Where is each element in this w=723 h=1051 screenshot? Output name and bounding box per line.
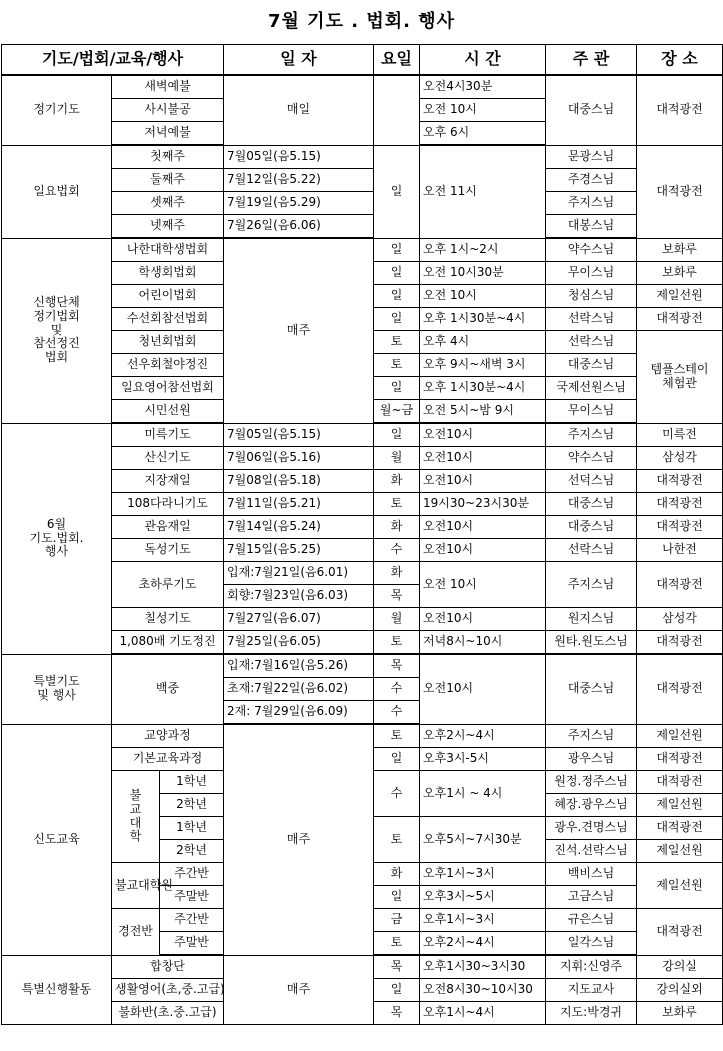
host-cell: 주지스님 bbox=[546, 192, 637, 215]
category-cell: 신도교육 bbox=[2, 724, 112, 955]
date-cell: 7월05일(음5.15) bbox=[224, 145, 374, 169]
event-name: 나한대학생법회 bbox=[112, 238, 224, 262]
host-cell: 대중스님 bbox=[546, 516, 637, 539]
day-cell: 월~금 bbox=[374, 400, 420, 424]
event-name: 새벽예불 bbox=[112, 75, 224, 99]
date-cell: 7월06일(음5.16) bbox=[224, 447, 374, 470]
host-cell: 주지스님 bbox=[546, 423, 637, 447]
time-cell: 저녁8시~10시 bbox=[420, 631, 546, 655]
time-cell: 오후1시~4시 bbox=[420, 1002, 546, 1025]
host-cell: 선덕스님 bbox=[546, 470, 637, 493]
host-cell: 고금스님 bbox=[546, 886, 637, 909]
event-name: 독성기도 bbox=[112, 539, 224, 562]
day-cell: 금 bbox=[374, 909, 420, 932]
category-line: 법회 bbox=[44, 350, 69, 365]
event-name: 첫째주 bbox=[112, 145, 224, 169]
page-title: 7월 기도 . 법회. 행사 bbox=[268, 11, 455, 32]
host-cell: 대봉스님 bbox=[546, 215, 637, 239]
day-cell: 일 bbox=[374, 145, 420, 238]
grad-school-label: 불교대학원 bbox=[112, 863, 160, 909]
place-cell: 대적광전 bbox=[637, 654, 723, 724]
univ-char: 학 bbox=[129, 829, 142, 844]
time-cell: 오후2시~4시 bbox=[420, 724, 546, 748]
place-cell: 삼성각 bbox=[637, 608, 723, 631]
event-name: 불화반(초.중.고급) bbox=[112, 1002, 224, 1025]
host-cell: 지휘:신영주 bbox=[546, 955, 637, 979]
univ-char: 교 bbox=[129, 801, 142, 816]
place-cell: 대적광전 bbox=[637, 145, 723, 238]
time-cell: 오전 10시 bbox=[420, 99, 546, 122]
time-cell: 오후3시~5시 bbox=[420, 886, 546, 909]
category-cell bbox=[2, 423, 112, 654]
date-cell: 7월25일(음6.05) bbox=[224, 631, 374, 655]
time-cell: 오전10시 bbox=[420, 654, 546, 724]
day-cell bbox=[374, 75, 420, 145]
table-row bbox=[2, 724, 723, 748]
host-cell: 일각스님 bbox=[546, 932, 637, 956]
event-name: 일요영어참선법회 bbox=[112, 377, 224, 400]
host-cell: 선락스님 bbox=[546, 331, 637, 354]
category-cell: 일요법회 bbox=[2, 145, 112, 238]
date-cell: 7월19일(음5.29) bbox=[224, 192, 374, 215]
univ-char: 대 bbox=[129, 815, 142, 830]
place-cell: 대적광전 bbox=[637, 75, 723, 145]
place-cell: 나한전 bbox=[637, 539, 723, 562]
host-cell: 광우.견명스님 bbox=[546, 817, 637, 840]
host-cell: 주지스님 bbox=[546, 724, 637, 748]
day-cell: 일 bbox=[374, 238, 420, 262]
host-cell: 문광스님 bbox=[546, 145, 637, 169]
header-row bbox=[2, 45, 723, 76]
header-host: 주 관 bbox=[546, 45, 637, 76]
time-cell: 오전8시30~10시30 bbox=[420, 979, 546, 1002]
place-line: 체험관 bbox=[662, 375, 697, 390]
category-line: 기도.법회. bbox=[29, 530, 84, 545]
category-line: 특별기도 bbox=[33, 674, 80, 689]
grade-cell: 2학년 bbox=[160, 794, 224, 817]
event-name: 칠성기도 bbox=[112, 608, 224, 631]
host-cell: 대중스님 bbox=[546, 493, 637, 516]
host-cell: 백비스님 bbox=[546, 863, 637, 886]
place-cell: 강의실 bbox=[637, 955, 723, 979]
place-cell: 대적광전 bbox=[637, 493, 723, 516]
day-cell: 수 bbox=[374, 701, 420, 725]
date-cell: 입재:7월16일(음5.26) bbox=[224, 654, 374, 678]
class-cell: 주간반 bbox=[160, 909, 224, 932]
day-cell: 일 bbox=[374, 285, 420, 308]
host-cell: 광우스님 bbox=[546, 748, 637, 771]
day-cell: 목 bbox=[374, 1002, 420, 1025]
class-cell: 주말반 bbox=[160, 886, 224, 909]
date-cell: 매일 bbox=[224, 75, 374, 145]
header-day: 요일 bbox=[374, 45, 420, 76]
event-name: 선우회철야정진 bbox=[112, 354, 224, 377]
time-cell: 오전10시 bbox=[420, 470, 546, 493]
day-cell: 토 bbox=[374, 631, 420, 655]
event-name: 1,080배 기도정진 bbox=[112, 631, 224, 655]
day-cell: 수 bbox=[374, 539, 420, 562]
time-cell: 오전10시 bbox=[420, 516, 546, 539]
host-cell: 혜장.광우스님 bbox=[546, 794, 637, 817]
host-cell: 대중스님 bbox=[546, 354, 637, 377]
host-cell: 진석.선락스님 bbox=[546, 840, 637, 863]
time-cell: 오후2시~4시 bbox=[420, 932, 546, 956]
time-cell: 오후5시~7시30분 bbox=[420, 817, 546, 863]
event-name: 108다라니기도 bbox=[112, 493, 224, 516]
event-name: 수선회참선법회 bbox=[112, 308, 224, 331]
place-cell: 대적광전 bbox=[637, 748, 723, 771]
host-cell: 지도:박경귀 bbox=[546, 1002, 637, 1025]
time-cell: 오후 4시 bbox=[420, 331, 546, 354]
category-line: 정기법회 bbox=[33, 308, 80, 323]
event-name: 청년회법회 bbox=[112, 331, 224, 354]
date-cell: 7월08일(음5.18) bbox=[224, 470, 374, 493]
date-cell: 7월05일(음5.15) bbox=[224, 423, 374, 447]
day-cell: 일 bbox=[374, 377, 420, 400]
host-cell: 주경스님 bbox=[546, 169, 637, 192]
place-cell: 대적광전 bbox=[637, 631, 723, 655]
day-cell: 화 bbox=[374, 516, 420, 539]
place-cell: 보화루 bbox=[637, 262, 723, 285]
place-cell: 대적광전 bbox=[637, 817, 723, 840]
host-cell: 국제선원스님 bbox=[546, 377, 637, 400]
time-cell: 오전10시 bbox=[420, 539, 546, 562]
event-name: 학생회법회 bbox=[112, 262, 224, 285]
class-cell: 주말반 bbox=[160, 932, 224, 956]
table-row bbox=[2, 423, 723, 447]
category-cell bbox=[2, 654, 112, 724]
place-cell: 제일선원 bbox=[637, 724, 723, 748]
header-place: 장 소 bbox=[637, 45, 723, 76]
event-name: 사시불공 bbox=[112, 99, 224, 122]
date-cell: 7월27일(음6.07) bbox=[224, 608, 374, 631]
date-cell: 7월26일(음6.06) bbox=[224, 215, 374, 239]
host-cell: 규은스님 bbox=[546, 909, 637, 932]
schedule-table bbox=[1, 44, 723, 1025]
time-cell: 오후 1시30분~4시 bbox=[420, 377, 546, 400]
day-cell: 토 bbox=[374, 932, 420, 956]
grade-cell: 2학년 bbox=[160, 840, 224, 863]
time-cell: 오전 10시30분 bbox=[420, 262, 546, 285]
day-cell: 토 bbox=[374, 817, 420, 863]
time-cell: 오전10시 bbox=[420, 608, 546, 631]
place-cell: 제일선원 bbox=[637, 840, 723, 863]
host-cell: 청심스님 bbox=[546, 285, 637, 308]
category-cell: 특별신행활동 bbox=[2, 955, 112, 1025]
category-line: 행사 bbox=[44, 544, 69, 559]
time-cell: 오전 11시 bbox=[420, 145, 546, 238]
day-cell: 목 bbox=[374, 654, 420, 678]
day-cell: 일 bbox=[374, 748, 420, 771]
category-line: 참선정진 bbox=[33, 336, 80, 351]
place-cell: 대적광전 bbox=[637, 562, 723, 608]
date-cell: 7월12일(음5.22) bbox=[224, 169, 374, 192]
time-cell: 오후 1시~2시 bbox=[420, 238, 546, 262]
day-cell: 토 bbox=[374, 354, 420, 377]
event-name: 초하루기도 bbox=[112, 562, 224, 608]
date-cell: 매주 bbox=[224, 955, 374, 1025]
grade-cell: 1학년 bbox=[160, 817, 224, 840]
host-cell: 원정.정주스님 bbox=[546, 771, 637, 794]
place-cell: 대적광전 bbox=[637, 516, 723, 539]
place-cell: 제일선원 bbox=[637, 285, 723, 308]
day-cell: 일 bbox=[374, 886, 420, 909]
class-cell: 주간반 bbox=[160, 863, 224, 886]
event-name: 산신기도 bbox=[112, 447, 224, 470]
host-cell: 무이스님 bbox=[546, 262, 637, 285]
day-cell: 일 bbox=[374, 308, 420, 331]
place-cell: 강의실외 bbox=[637, 979, 723, 1002]
host-cell: 지도교사 bbox=[546, 979, 637, 1002]
header-category: 기도/법회/교육/행사 bbox=[2, 45, 224, 76]
time-cell: 오후 6시 bbox=[420, 122, 546, 146]
host-cell: 원타.원도스님 bbox=[546, 631, 637, 655]
time-cell: 오전4시30분 bbox=[420, 75, 546, 99]
date-cell: 매주 bbox=[224, 724, 374, 955]
host-cell: 약수스님 bbox=[546, 447, 637, 470]
host-cell: 주지스님 bbox=[546, 562, 637, 608]
header-date: 일 자 bbox=[224, 45, 374, 76]
event-name: 넷째주 bbox=[112, 215, 224, 239]
day-cell: 수 bbox=[374, 771, 420, 817]
date-cell: 2재: 7월29일(음6.09) bbox=[224, 701, 374, 725]
category-cell: 정기기도 bbox=[2, 75, 112, 145]
category-cell bbox=[2, 238, 112, 423]
category-line: 및 bbox=[50, 322, 63, 337]
day-cell: 화 bbox=[374, 562, 420, 585]
time-cell: 오전10시 bbox=[420, 423, 546, 447]
date-cell: 7월14일(음5.24) bbox=[224, 516, 374, 539]
event-name: 관음재일 bbox=[112, 516, 224, 539]
host-cell: 무이스님 bbox=[546, 400, 637, 424]
place-cell bbox=[637, 331, 723, 424]
event-name: 지장재일 bbox=[112, 470, 224, 493]
time-cell: 오후3시-5시 bbox=[420, 748, 546, 771]
place-cell: 보화루 bbox=[637, 238, 723, 262]
date-cell: 매주 bbox=[224, 238, 374, 423]
date-cell: 7월11일(음5.21) bbox=[224, 493, 374, 516]
time-cell: 오전 10시 bbox=[420, 562, 546, 608]
place-cell: 미륵전 bbox=[637, 423, 723, 447]
place-cell: 대적광전 bbox=[637, 771, 723, 794]
date-cell: 초재:7월22일(음6.02) bbox=[224, 678, 374, 701]
time-cell: 19시30~23시30분 bbox=[420, 493, 546, 516]
table-row bbox=[2, 75, 723, 99]
place-cell: 제일선원 bbox=[637, 794, 723, 817]
event-name: 교양과정 bbox=[112, 724, 224, 748]
time-cell: 오전 5시~밤 9시 bbox=[420, 400, 546, 424]
sutra-class-label: 경전반 bbox=[112, 909, 160, 956]
day-cell: 화 bbox=[374, 470, 420, 493]
table-row bbox=[2, 238, 723, 262]
event-name: 합창단 bbox=[112, 955, 224, 979]
host-cell: 선락스님 bbox=[546, 539, 637, 562]
place-cell: 대적광전 bbox=[637, 470, 723, 493]
day-cell: 목 bbox=[374, 955, 420, 979]
day-cell: 토 bbox=[374, 331, 420, 354]
event-name: 미륵기도 bbox=[112, 423, 224, 447]
time-cell: 오전 10시 bbox=[420, 285, 546, 308]
date-cell: 회향:7월23일(음6.03) bbox=[224, 585, 374, 608]
table-row bbox=[2, 654, 723, 678]
host-cell: 선락스님 bbox=[546, 308, 637, 331]
day-cell: 일 bbox=[374, 423, 420, 447]
event-name: 저녁예불 bbox=[112, 122, 224, 146]
time-cell: 오후1시~3시 bbox=[420, 863, 546, 886]
day-cell: 토 bbox=[374, 724, 420, 748]
day-cell: 목 bbox=[374, 585, 420, 608]
event-name: 둘째주 bbox=[112, 169, 224, 192]
event-name: 어린이법회 bbox=[112, 285, 224, 308]
day-cell: 화 bbox=[374, 863, 420, 886]
grade-cell: 1학년 bbox=[160, 771, 224, 794]
time-cell: 오후1시 ~ 4시 bbox=[420, 771, 546, 817]
event-name: 셋째주 bbox=[112, 192, 224, 215]
header-time: 시 간 bbox=[420, 45, 546, 76]
date-cell: 7월15일(음5.25) bbox=[224, 539, 374, 562]
day-cell: 월 bbox=[374, 608, 420, 631]
event-name: 백중 bbox=[112, 654, 224, 724]
host-cell: 약수스님 bbox=[546, 238, 637, 262]
univ-label bbox=[112, 771, 160, 863]
event-name: 기본교육과정 bbox=[112, 748, 224, 771]
time-cell: 오전10시 bbox=[420, 447, 546, 470]
category-line: 신행단체 bbox=[33, 295, 80, 309]
time-cell: 오후 9시~새벽 3시 bbox=[420, 354, 546, 377]
time-cell: 오후1시~3시 bbox=[420, 909, 546, 932]
category-line: 및 행사 bbox=[37, 688, 76, 702]
time-cell: 오후 1시30분~4시 bbox=[420, 308, 546, 331]
table-row bbox=[2, 145, 723, 169]
time-cell: 오후1시30~3시30 bbox=[420, 955, 546, 979]
day-cell: 월 bbox=[374, 447, 420, 470]
place-cell: 대적광전 bbox=[637, 909, 723, 956]
day-cell: 토 bbox=[374, 493, 420, 516]
place-cell: 대적광전 bbox=[637, 308, 723, 331]
date-cell: 입재:7월21일(음6.01) bbox=[224, 562, 374, 585]
host-cell: 대중스님 bbox=[546, 75, 637, 145]
place-cell: 제일선원 bbox=[637, 863, 723, 909]
host-cell: 대중스님 bbox=[546, 654, 637, 724]
day-cell: 일 bbox=[374, 979, 420, 1002]
day-cell: 수 bbox=[374, 678, 420, 701]
event-name: 시민선원 bbox=[112, 400, 224, 424]
event-name: 생활영어(초,중.고급) bbox=[112, 979, 224, 1002]
place-cell: 삼성각 bbox=[637, 447, 723, 470]
univ-char: 불 bbox=[129, 787, 142, 802]
place-line: 템플스테이 bbox=[650, 361, 709, 376]
place-cell: 보화루 bbox=[637, 1002, 723, 1025]
category-line: 6월 bbox=[46, 516, 67, 531]
day-cell: 일 bbox=[374, 262, 420, 285]
table-row bbox=[2, 955, 723, 979]
host-cell: 원지스님 bbox=[546, 608, 637, 631]
